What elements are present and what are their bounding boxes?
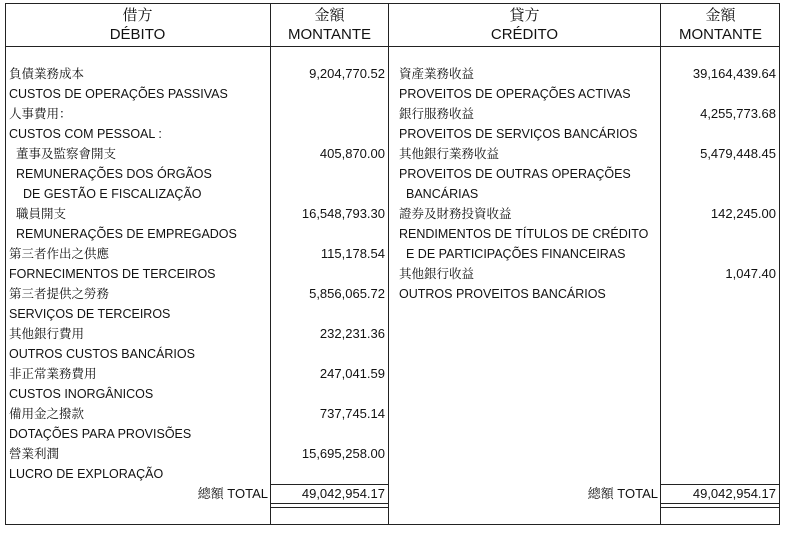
credit-item-label: PROVEITOS DE SERVIÇOS BANCÁRIOS (399, 127, 638, 141)
credit-total-label: 總額 TOTAL (587, 486, 658, 501)
credit-item-label: PROVEITOS DE OUTRAS OPERAÇÕES (399, 167, 631, 181)
debit-item-amount: 247,041.59 (319, 366, 385, 381)
debit-item-label: REMUNERAÇÕES DE EMPREGADOS (16, 227, 237, 241)
column-divider (270, 3, 271, 525)
debit-item-amount: 405,870.00 (319, 146, 385, 161)
credit-item-amount: 1,047.40 (725, 266, 776, 281)
debit-item-label: LUCRO DE EXPLORAÇÃO (9, 467, 164, 481)
credit-total-amount: 49,042,954.17 (692, 486, 776, 501)
debit-header (5, 6, 270, 46)
credit-item-label: OUTROS PROVEITOS BANCÁRIOS (399, 287, 606, 301)
credit-item-label: BANCÁRIAS (406, 187, 479, 201)
credit-item-label: 資產業務收益 (399, 67, 475, 81)
debit-item-label: CUSTOS COM PESSOAL : (9, 127, 162, 141)
debit-item-label: FORNECIMENTOS DE TERCEIROS (9, 267, 216, 281)
debit-total-label: 總額 TOTAL (197, 486, 268, 501)
debit-item-amount: 16,548,793.30 (301, 206, 385, 221)
credit-item-label: 其他銀行收益 (399, 267, 475, 281)
credit-item-amount: 142,245.00 (710, 206, 776, 221)
debit-item-label: 第三者提供之勞務 (9, 287, 110, 301)
debit-item-label: 人事費用： (9, 107, 72, 121)
debit-item-label: 職員開支 (16, 207, 67, 221)
credit-item-label: RENDIMENTOS DE TÍTULOS DE CRÉDITO (399, 227, 649, 241)
column-divider (660, 3, 661, 525)
debit-item-amount: 232,231.36 (319, 326, 385, 341)
total-double-line (270, 507, 388, 508)
amount-header-zh: 金額 (314, 7, 345, 24)
debit-item-amount: 15,695,258.00 (301, 446, 385, 461)
total-double-line (660, 507, 780, 508)
credit-item-label: PROVEITOS DE OPERAÇÕES ACTIVAS (399, 87, 631, 101)
debit-item-label: SERVIÇOS DE TERCEIROS (9, 307, 171, 321)
debit-total-amount: 49,042,954.17 (301, 486, 385, 501)
credit-item-label: E DE PARTICIPAÇÕES FINANCEIRAS (406, 247, 626, 261)
total-bottom-line (660, 503, 780, 504)
header-divider (5, 46, 780, 47)
amount-header-pt: MONTANTE (678, 26, 763, 43)
credit-amount-header (661, 6, 780, 46)
credit-item-amount: 39,164,439.64 (692, 66, 776, 81)
credit-item-label: 其他銀行業務收益 (399, 147, 500, 161)
column-divider (388, 3, 389, 525)
credit-header (389, 6, 660, 46)
amount-header-zh: 金額 (705, 7, 736, 24)
amount-header-pt: MONTANTE (287, 26, 372, 43)
debit-item-amount: 737,745.14 (319, 406, 385, 421)
debit-item-label: OUTROS CUSTOS BANCÁRIOS (9, 347, 195, 361)
debit-item-label: 其他銀行費用 (9, 327, 85, 341)
debit-item-label: 營業利潤 (9, 447, 60, 461)
credit-item-label: 銀行服務收益 (399, 107, 475, 121)
debit-item-label: 備用金之撥款 (9, 407, 85, 421)
debit-item-label: REMUNERAÇÕES DOS ÓRGÃOS (16, 167, 212, 181)
debit-header-zh: 借方 (122, 7, 153, 24)
debit-header-pt: DÉBITO (109, 26, 166, 43)
debit-item-label: CUSTOS INORGÂNICOS (9, 387, 154, 401)
debit-item-label: 第三者作出之供應 (9, 247, 110, 261)
debit-item-label: CUSTOS DE OPERAÇÕES PASSIVAS (9, 87, 228, 101)
debit-item-amount: 115,178.54 (320, 246, 385, 261)
total-bottom-line (270, 503, 388, 504)
credit-item-label: 證券及財務投資收益 (399, 207, 512, 221)
credit-header-zh: 貸方 (509, 7, 540, 24)
debit-item-label: 負債業務成本 (9, 67, 85, 81)
debit-item-label: DE GESTÃO E FISCALIZAÇÃO (23, 187, 202, 201)
debit-item-amount: 9,204,770.52 (309, 66, 385, 81)
debit-item-label: DOTAÇÕES PARA PROVISÕES (9, 427, 192, 441)
debit-item-label: 非正常業務費用 (9, 367, 97, 381)
debit-amount-header (271, 6, 388, 46)
debit-item-label: 董事及監察會開支 (16, 147, 117, 161)
credit-header-pt: CRÉDITO (490, 26, 559, 43)
debit-item-amount: 5,856,065.72 (309, 286, 385, 301)
credit-item-amount: 4,255,773.68 (700, 106, 776, 121)
credit-item-amount: 5,479,448.45 (700, 146, 776, 161)
